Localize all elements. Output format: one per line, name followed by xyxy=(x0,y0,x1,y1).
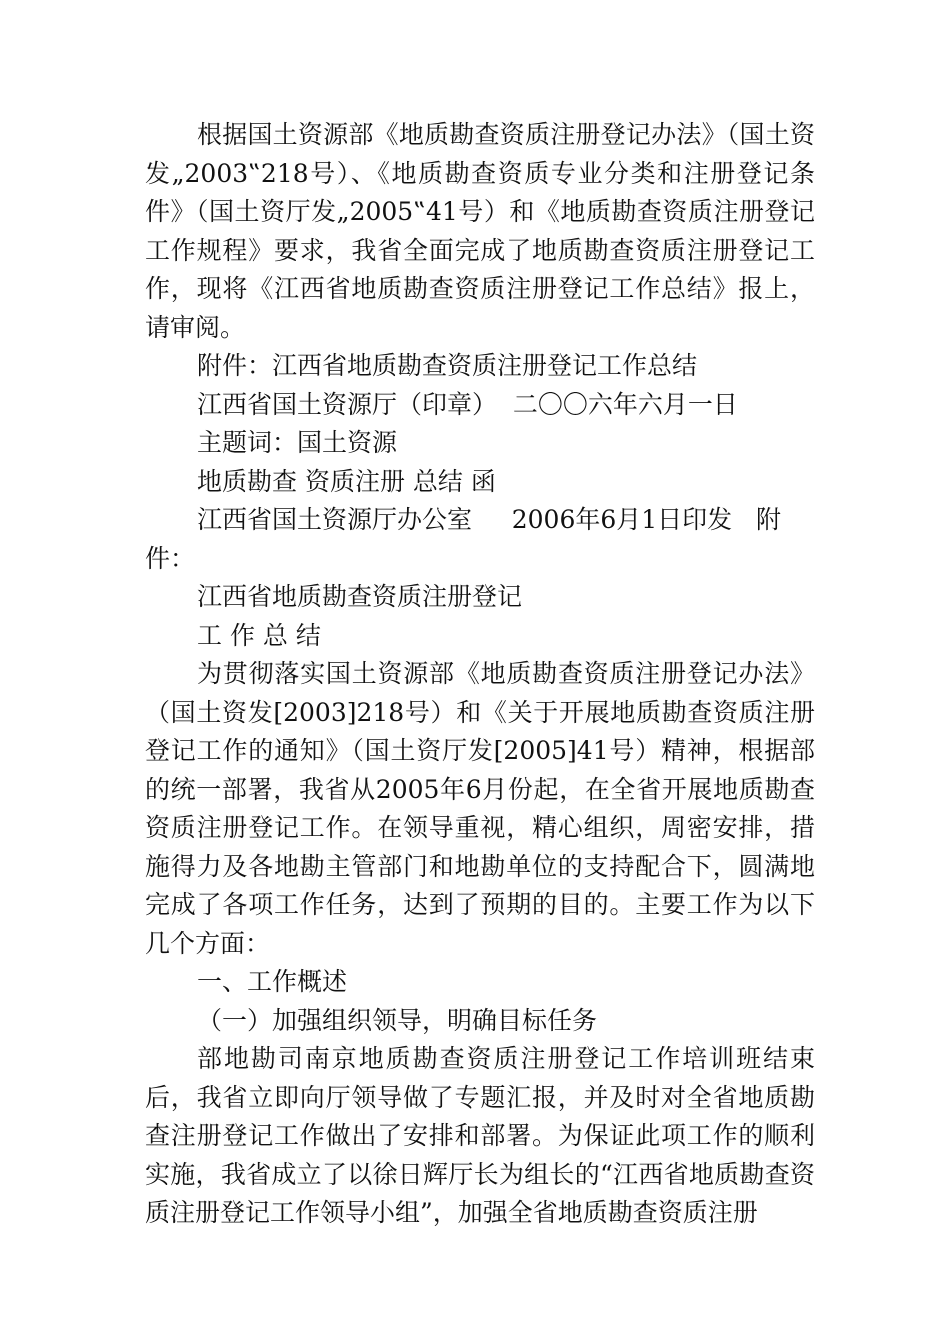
paragraph-intro: 根据国土资源部《地质勘查资质注册登记办法》（国土资发„2003‟218号）、《地质勘查资质专业分类和注册登记条件》（国土资厅发„2005‟41号）和《地质勘查资质注册登记工作规程》要求，我省全面完成了地质勘查资质注册登记工作，现将《江西省地质勘查资质注册登记工作总结》报上，请审阅。 xyxy=(145,120,815,342)
paragraph-summary-body: 为贯彻落实国土资源部《地质勘查资质注册登记办法》（国土资发[2003]218号）和《关于开展地质勘查资质注册登记工作的通知》（国土资厅发[2005]41号）精神，根据部的统一部署，我省从2005年6月份起，在全省开展地质勘查资质注册登记工作。在领导重视，精心组织，周密安排，措施得力及各地勘主管部门和地勘单位的支持配合下，圆满地完成了各项工作任务，达到了预期的目的。主要工作为以下几个方面： xyxy=(145,659,815,958)
paragraph-attachment: 附件：江西省地质勘查资质注册登记工作总结 xyxy=(197,351,698,380)
subsection-heading-organization: （一）加强组织领导，明确目标任务 xyxy=(197,1005,598,1035)
section-heading-overview: 一、工作概述 xyxy=(197,967,348,996)
paragraph-keywords: 地质勘查 资质注册 总结 函 xyxy=(197,466,496,496)
paragraph-subject-words: 主题词：国土资源 xyxy=(197,428,398,457)
summary-subtitle: 工 作 总 结 xyxy=(197,620,321,650)
paragraph-issuer-date: 江西省国土资源厅（印章） 二〇〇六年六月一日 xyxy=(197,389,738,419)
paragraph-organization-body: 部地勘司南京地质勘查资质注册登记工作培训班结束后，我省立即向厅领导做了专题汇报，并及时对全省地质勘查注册登记工作做出了安排和部署。为保证此项工作的顺利实施，我省成立了以徐日辉厅长为组长的“江西省地质勘查资质注册登记工作领导小组”，加强全省地质勘查资质注册 xyxy=(145,1044,815,1227)
paragraph-office-issued: 江西省国土资源厅办公室 2006年6月1日印发 附件： xyxy=(145,505,782,573)
summary-title: 江西省地质勘查资质注册登记 xyxy=(197,582,523,611)
document-body xyxy=(145,116,815,1233)
